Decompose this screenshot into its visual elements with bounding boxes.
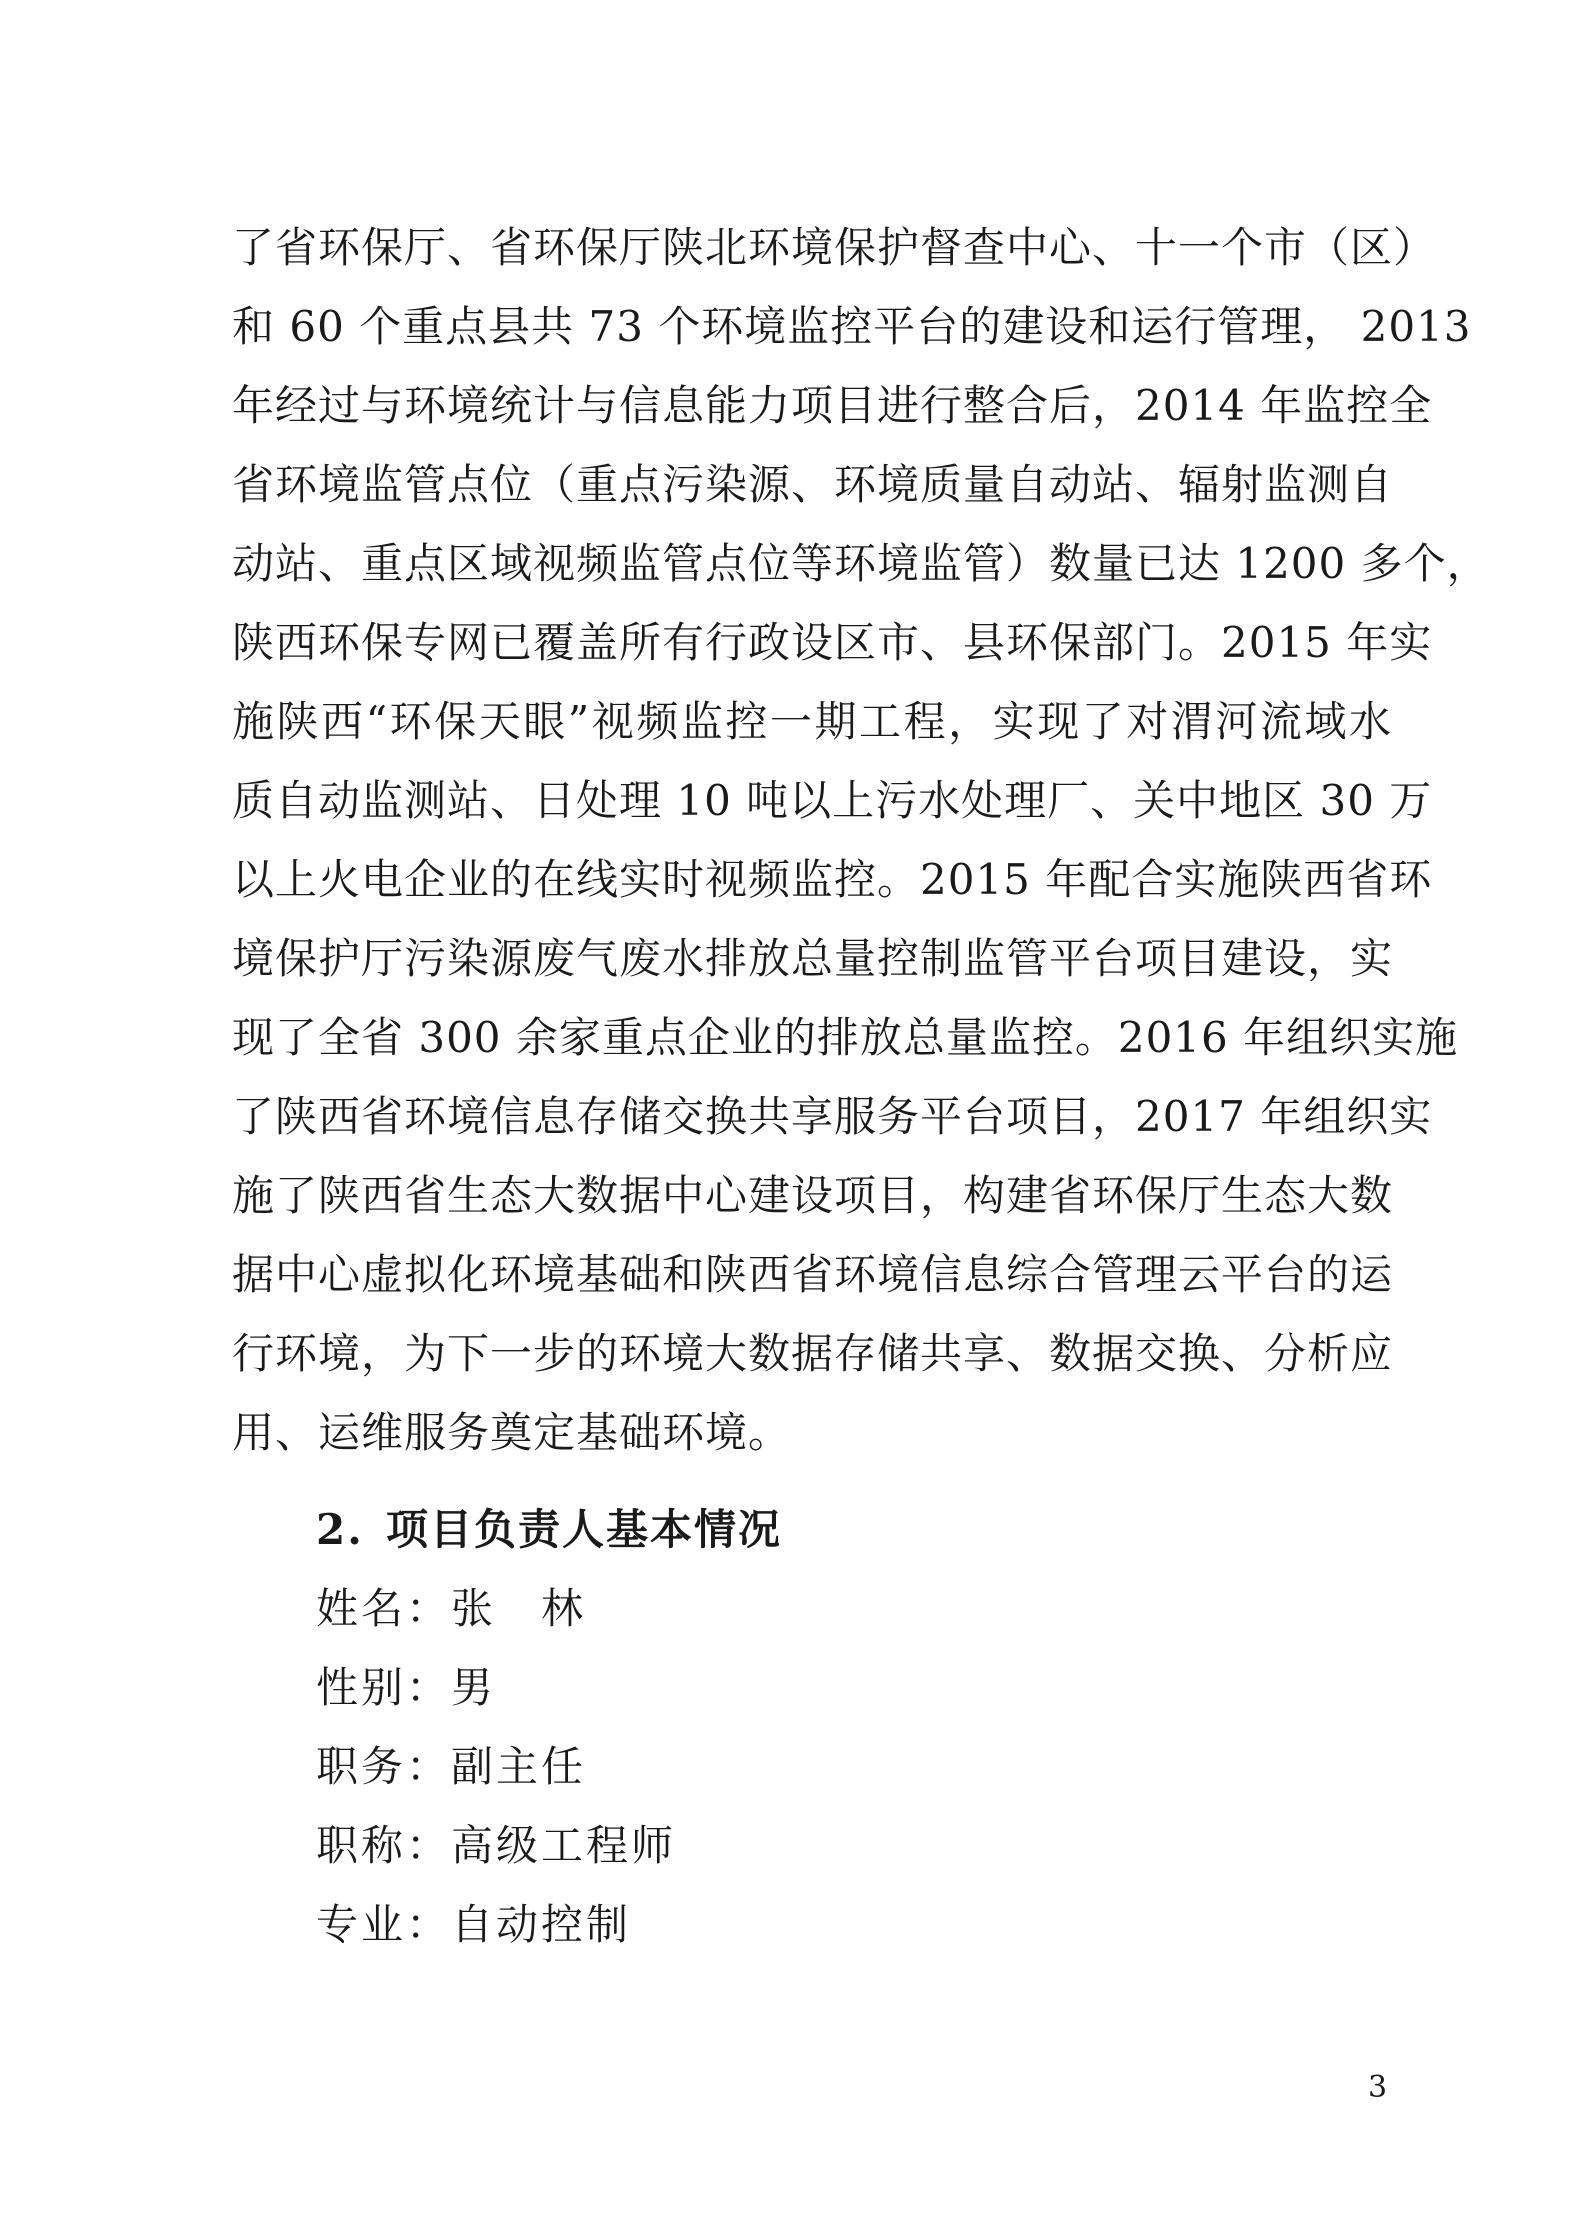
body-paragraph — [232, 208, 1490, 1472]
person-info-list — [316, 1569, 676, 1964]
page-number: 3 — [1368, 2070, 1388, 2105]
body-line: 行环境，为下一步的环境大数据存储共享、数据交换、分析应 — [232, 1329, 1394, 1378]
body-line: 质自动监测站、日处理 10 吨以上污水处理厂、关中地区 30 万 — [232, 776, 1433, 825]
field-title — [316, 1806, 676, 1885]
field-label: 性别： — [316, 1663, 452, 1712]
body-line: 了省环保厅、省环保厅陕北环境保护督查中心、十一个市（区） — [232, 223, 1437, 272]
body-line: 陕西环保专网已覆盖所有行政设区市、县环保部门。2015 年实 — [232, 618, 1433, 667]
body-line: 年经过与环境统计与信息能力项目进行整合后，2014 年监控全 — [232, 381, 1433, 430]
body-line: 现了全省 300 余家重点企业的排放总量监控。2016 年组织实施 — [232, 1013, 1459, 1062]
field-value: 张 林 — [451, 1584, 587, 1633]
field-value: 自动控制 — [451, 1900, 632, 1949]
body-line: 和 60 个重点县共 73 个环境监控平台的建设和运行管理， 2013 — [232, 302, 1472, 351]
field-value: 男 — [451, 1663, 497, 1712]
body-line: 以上火电企业的在线实时视频监控。2015 年配合实施陕西省环 — [232, 855, 1433, 904]
body-line: 施陕西“环保天眼”视频监控一期工程，实现了对渭河流域水 — [232, 697, 1392, 746]
field-major — [316, 1885, 676, 1964]
body-line: 动站、重点区域视频监管点位等环境监管）数量已达 1200 多个， — [232, 539, 1490, 588]
body-line: 据中心虚拟化环境基础和陕西省环境信息综合管理云平台的运 — [232, 1250, 1394, 1299]
section-title: 项目负责人基本情况 — [386, 1505, 783, 1554]
field-label: 职务： — [316, 1742, 452, 1791]
body-line: 了陕西省环境信息存储交换共享服务平台项目，2017 年组织实 — [232, 1092, 1433, 1141]
field-label: 姓名： — [316, 1584, 452, 1633]
section-number: 2. — [316, 1505, 364, 1554]
field-label: 专业： — [316, 1900, 452, 1949]
body-line: 省环境监管点位（重点污染源、环境质量自动站、辐射监测自 — [232, 460, 1394, 509]
body-line: 境保护厅污染源废气废水排放总量控制监管平台项目建设，实 — [232, 934, 1394, 983]
field-label: 职称： — [316, 1821, 452, 1870]
field-value: 高级工程师 — [451, 1821, 677, 1870]
field-gender — [316, 1648, 676, 1727]
body-line: 用、运维服务奠定基础环境。 — [232, 1408, 792, 1457]
body-line: 施了陕西省生态大数据中心建设项目，构建省环保厅生态大数 — [232, 1171, 1394, 1220]
section-heading — [316, 1490, 782, 1569]
field-name — [316, 1569, 676, 1648]
field-position — [316, 1727, 676, 1806]
field-value: 副主任 — [451, 1742, 587, 1791]
